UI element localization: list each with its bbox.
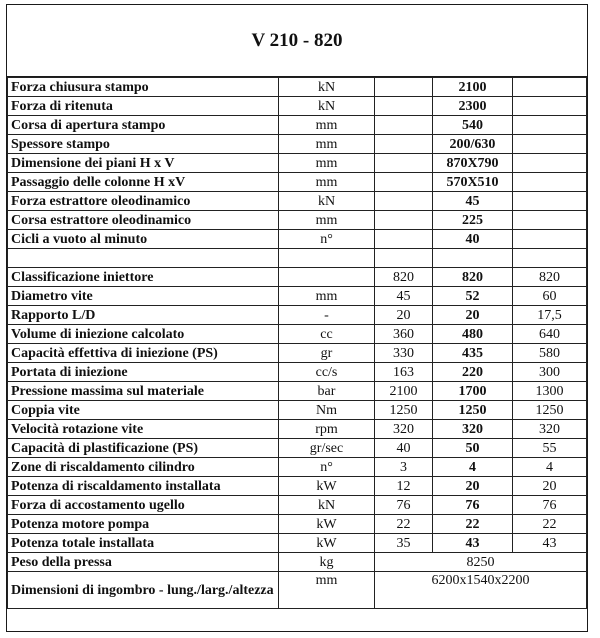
param-unit: cc/s [279, 363, 375, 382]
param-label: Portata di iniezione [8, 363, 279, 382]
empty-cell [375, 249, 433, 268]
param-label: Forza di accostamento ugello [8, 496, 279, 515]
table-row [8, 135, 587, 154]
param-value: 6200x1540x2200 [375, 572, 587, 609]
table-row [8, 154, 587, 173]
param-value-c: 580 [513, 344, 587, 363]
table-row [8, 287, 587, 306]
param-value-a: 40 [375, 439, 433, 458]
param-unit: rpm [279, 420, 375, 439]
table-row [8, 572, 587, 609]
param-unit: kW [279, 477, 375, 496]
spec-table [7, 77, 587, 609]
empty-cell [8, 249, 279, 268]
param-value-a: 1250 [375, 401, 433, 420]
param-value-c: 60 [513, 287, 587, 306]
empty-cell [513, 192, 587, 211]
param-value-c: 4 [513, 458, 587, 477]
param-label: Forza estrattore oleodinamico [8, 192, 279, 211]
param-unit: bar [279, 382, 375, 401]
param-value-b: 220 [433, 363, 513, 382]
empty-cell [375, 135, 433, 154]
param-unit [279, 268, 375, 287]
param-label: Pressione massima sul materiale [8, 382, 279, 401]
param-value: 200/630 [433, 135, 513, 154]
param-label: Classificazione iniettore [8, 268, 279, 287]
param-label: Potenza totale installata [8, 534, 279, 553]
param-unit: n° [279, 458, 375, 477]
param-unit: Nm [279, 401, 375, 420]
param-value-b: 52 [433, 287, 513, 306]
table-row [8, 496, 587, 515]
table-row [8, 230, 587, 249]
param-label: Corsa estrattore oleodinamico [8, 211, 279, 230]
param-label: Passaggio delle colonne H xV [8, 173, 279, 192]
param-unit: - [279, 306, 375, 325]
param-value-a: 360 [375, 325, 433, 344]
empty-cell [375, 173, 433, 192]
param-label: Capacità di plastificazione (PS) [8, 439, 279, 458]
param-value-a: 163 [375, 363, 433, 382]
table-row [8, 116, 587, 135]
empty-cell [433, 249, 513, 268]
param-label: Forza chiusura stampo [8, 78, 279, 97]
param-value-c: 1300 [513, 382, 587, 401]
param-value-a: 320 [375, 420, 433, 439]
param-unit: mm [279, 135, 375, 154]
param-label: Diametro vite [8, 287, 279, 306]
param-value-a: 330 [375, 344, 433, 363]
param-value: 2300 [433, 97, 513, 116]
empty-cell [375, 230, 433, 249]
param-label: Corsa di apertura stampo [8, 116, 279, 135]
empty-cell [513, 230, 587, 249]
param-value-a: 820 [375, 268, 433, 287]
param-value-b: 480 [433, 325, 513, 344]
param-value-b: 20 [433, 477, 513, 496]
param-value-c: 20 [513, 477, 587, 496]
table-row [8, 268, 587, 287]
param-value-b: 50 [433, 439, 513, 458]
param-unit: mm [279, 173, 375, 192]
param-label: Potenza di riscaldamento installata [8, 477, 279, 496]
empty-cell [375, 78, 433, 97]
param-unit: kg [279, 553, 375, 572]
param-label: Dimensione dei piani H x V [8, 154, 279, 173]
param-value-b: 20 [433, 306, 513, 325]
empty-cell [513, 97, 587, 116]
table-row [8, 477, 587, 496]
param-unit: cc [279, 325, 375, 344]
param-unit: kN [279, 78, 375, 97]
param-value-b: 4 [433, 458, 513, 477]
param-value-c: 43 [513, 534, 587, 553]
param-label: Coppia vite [8, 401, 279, 420]
blank-row [8, 249, 587, 268]
table-row [8, 211, 587, 230]
param-value-b: 76 [433, 496, 513, 515]
empty-cell [513, 249, 587, 268]
param-unit: mm [279, 572, 375, 609]
param-value-a: 12 [375, 477, 433, 496]
empty-cell [375, 192, 433, 211]
table-row [8, 420, 587, 439]
table-row [8, 458, 587, 477]
param-value-a: 22 [375, 515, 433, 534]
param-value-b: 1250 [433, 401, 513, 420]
empty-cell [513, 154, 587, 173]
table-row [8, 401, 587, 420]
param-label: Rapporto L/D [8, 306, 279, 325]
empty-cell [513, 116, 587, 135]
param-label: Zone di riscaldamento cilindro [8, 458, 279, 477]
param-value: 8250 [375, 553, 587, 572]
param-label: Spessore stampo [8, 135, 279, 154]
param-label: Volume di iniezione calcolato [8, 325, 279, 344]
param-unit: gr/sec [279, 439, 375, 458]
param-unit: n° [279, 230, 375, 249]
param-label: Potenza motore pompa [8, 515, 279, 534]
param-value: 225 [433, 211, 513, 230]
param-value: 570X510 [433, 173, 513, 192]
param-value-a: 3 [375, 458, 433, 477]
param-label: Velocità rotazione vite [8, 420, 279, 439]
param-value-c: 17,5 [513, 306, 587, 325]
param-value-a: 76 [375, 496, 433, 515]
param-value-b: 435 [433, 344, 513, 363]
table-row [8, 439, 587, 458]
table-row [8, 173, 587, 192]
empty-cell [513, 78, 587, 97]
param-value-c: 640 [513, 325, 587, 344]
param-unit: mm [279, 154, 375, 173]
table-row [8, 78, 587, 97]
param-value-b: 1700 [433, 382, 513, 401]
empty-cell [513, 211, 587, 230]
param-unit: mm [279, 211, 375, 230]
spec-frame [6, 4, 588, 632]
param-label: Capacità effettiva di iniezione (PS) [8, 344, 279, 363]
param-unit: mm [279, 287, 375, 306]
empty-cell [513, 135, 587, 154]
empty-cell [375, 116, 433, 135]
table-row [8, 192, 587, 211]
page-title: V 210 - 820 [7, 5, 587, 77]
param-unit: gr [279, 344, 375, 363]
table-row [8, 306, 587, 325]
param-value-a: 35 [375, 534, 433, 553]
table-row [8, 97, 587, 116]
param-label: Peso della pressa [8, 553, 279, 572]
param-value: 870X790 [433, 154, 513, 173]
table-row [8, 515, 587, 534]
table-row [8, 534, 587, 553]
param-value-c: 55 [513, 439, 587, 458]
param-value-c: 820 [513, 268, 587, 287]
table-row [8, 325, 587, 344]
empty-cell [279, 249, 375, 268]
table-row [8, 382, 587, 401]
param-value: 540 [433, 116, 513, 135]
param-value: 40 [433, 230, 513, 249]
param-unit: kN [279, 192, 375, 211]
param-value-b: 22 [433, 515, 513, 534]
table-row [8, 344, 587, 363]
param-value-b: 43 [433, 534, 513, 553]
param-value: 2100 [433, 78, 513, 97]
spec-table-body [8, 78, 587, 609]
param-unit: kW [279, 534, 375, 553]
empty-cell [375, 97, 433, 116]
param-value-b: 320 [433, 420, 513, 439]
param-unit: kN [279, 97, 375, 116]
empty-cell [375, 154, 433, 173]
param-label: Cicli a vuoto al minuto [8, 230, 279, 249]
param-value-c: 320 [513, 420, 587, 439]
table-row [8, 363, 587, 382]
empty-cell [513, 173, 587, 192]
param-unit: kN [279, 496, 375, 515]
param-value-c: 22 [513, 515, 587, 534]
param-value-a: 2100 [375, 382, 433, 401]
param-label: Forza di ritenuta [8, 97, 279, 116]
param-value-c: 300 [513, 363, 587, 382]
param-unit: kW [279, 515, 375, 534]
param-value-a: 45 [375, 287, 433, 306]
param-label: Dimensioni di ingombro - lung./larg./altezza [8, 572, 279, 609]
param-unit: mm [279, 116, 375, 135]
param-value-b: 820 [433, 268, 513, 287]
param-value-c: 76 [513, 496, 587, 515]
param-value: 45 [433, 192, 513, 211]
param-value-c: 1250 [513, 401, 587, 420]
empty-cell [375, 211, 433, 230]
table-row [8, 553, 587, 572]
param-value-a: 20 [375, 306, 433, 325]
